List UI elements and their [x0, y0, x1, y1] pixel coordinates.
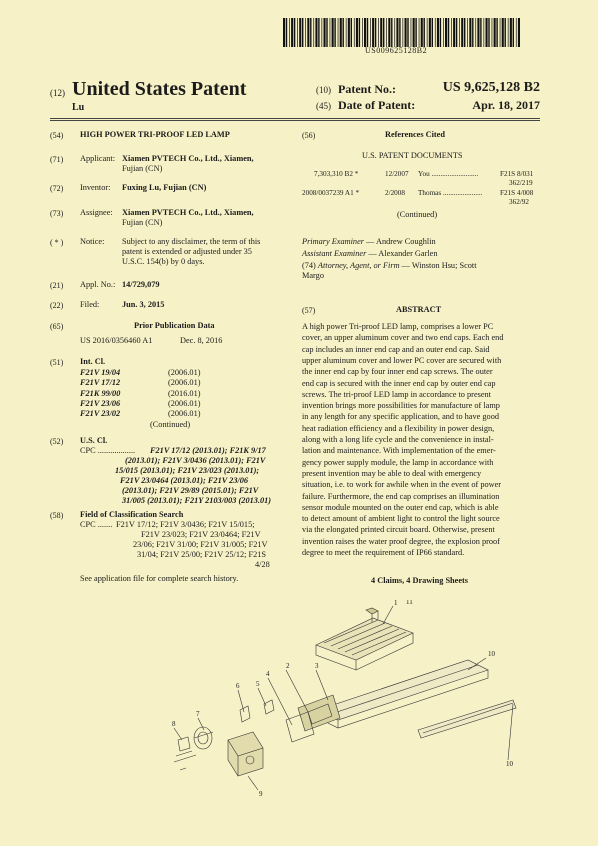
prior-publication-date: Dec. 8, 2016	[180, 336, 223, 345]
notice-label: Notice:	[80, 237, 105, 246]
see-application-note: See application file for complete search history.	[80, 574, 239, 583]
code-57: (57)	[302, 306, 316, 315]
barcode-bar	[477, 18, 479, 47]
barcode-bar	[378, 18, 379, 47]
abstract-line: upper aluminum cover and lower PC cover are secured with	[302, 355, 502, 365]
field-search-label: Field of Classification Search	[80, 510, 184, 519]
references-continued: (Continued)	[397, 210, 438, 219]
prior-publication-heading: Prior Publication Data	[134, 321, 215, 330]
code-51: (51)	[50, 358, 64, 367]
code-54: (54)	[50, 131, 64, 140]
barcode-bar	[383, 18, 384, 47]
inventor-label: Inventor:	[80, 183, 111, 192]
reference-date: 12/2007	[385, 170, 409, 178]
barcode-bar	[399, 18, 400, 47]
barcode-bar	[291, 18, 293, 47]
barcode-bar	[429, 18, 431, 47]
abstract-line: lation and maintenance. With implementation of the emer-	[302, 446, 496, 456]
code-21: (21)	[50, 281, 64, 290]
assignee-label: Assignee:	[80, 208, 113, 217]
barcode-bar	[445, 18, 447, 47]
barcode-bar	[424, 18, 425, 47]
patent-no-row	[316, 82, 540, 98]
notice-line-3: U.S.C. 154(b) by 0 days.	[122, 257, 205, 266]
int-cl-date: (2006.01)	[168, 378, 201, 388]
invention-title: HIGH POWER TRI-PROOF LED LAMP	[80, 130, 230, 139]
abstract-line: in any length for any specific application, and to have good	[302, 412, 499, 422]
abstract-line: sensor module mounted on the outer end cap, which is able	[302, 502, 499, 512]
reference-class-2: 362/219	[509, 179, 533, 187]
primary-examiner-name: — Andrew Coughlin	[363, 237, 436, 246]
barcode-bar	[451, 18, 452, 47]
barcode-bar	[324, 18, 326, 47]
us-patent-documents-heading: U.S. PATENT DOCUMENTS	[362, 151, 463, 160]
abstract-line: to detect amount of ambient light to control the light source	[302, 514, 500, 524]
barcode-bar	[346, 18, 347, 47]
barcode-bar	[453, 18, 455, 47]
reference-class-2: 362/92	[509, 198, 529, 206]
abstract-line: the inner end cap by four inner end cap screws. The outer	[302, 367, 493, 377]
field-line-3: 23/06; F21V 31/00; F21V 31/005; F21V	[133, 540, 268, 549]
barcode-bar	[310, 18, 311, 47]
barcode-bar	[367, 18, 368, 47]
barcode-bar	[461, 18, 463, 47]
barcode-bar	[343, 18, 344, 47]
header-rule	[50, 118, 540, 119]
abstract-line: invention raises the water proof degree, the explosion proof	[302, 536, 500, 546]
int-cl-date: (2006.01)	[168, 398, 201, 408]
figure-reference-numeral: 9	[259, 790, 263, 798]
code-45: (45)	[316, 101, 331, 111]
barcode-bar	[396, 18, 398, 47]
abstract-line: screws. The tri-proof LED lamp in accordance to present	[302, 389, 491, 399]
barcode-bar	[484, 18, 485, 47]
barcode-bar	[318, 18, 319, 47]
barcode-bar	[289, 18, 290, 47]
assistant-examiner-name: — Alexander Garlen	[366, 249, 438, 258]
int-cl-code: F21V 19/04	[80, 368, 121, 377]
barcode-bar	[283, 18, 285, 47]
barcode-bar	[332, 18, 334, 47]
field-line-1: F21V 17/12; F21V 3/0436; F21V 15/015;	[116, 520, 255, 529]
barcode-bar	[356, 18, 358, 47]
barcode-bar	[375, 18, 376, 47]
barcode-bar	[467, 18, 468, 47]
figure-reference-numeral: 4	[266, 670, 270, 678]
barcode-bar	[508, 18, 509, 47]
barcode-bar	[421, 18, 423, 47]
barcode-bar	[516, 18, 517, 47]
claims-summary: 4 Claims, 4 Drawing Sheets	[371, 576, 469, 585]
barcode-bar	[492, 18, 493, 47]
abstract-line: via the elongated printed circuit board. Otherwise, present	[302, 525, 495, 535]
figure-reference-numeral: 6	[236, 682, 240, 690]
barcode-bar	[407, 18, 408, 47]
barcode-bar	[435, 18, 436, 47]
primary-examiner-label: Primary Examiner	[302, 237, 364, 246]
abstract-line: cover, an upper aluminum cover and two end caps. Each end	[302, 333, 504, 343]
cpc-line-2: (2013.01); F21V 3/0436 (2013.01); F21V	[125, 456, 266, 465]
code-12: (12)	[50, 88, 65, 98]
barcode-bar	[338, 18, 339, 47]
attorney-name-line-2: Margo	[302, 271, 324, 280]
figure-reference-numeral: 7	[196, 710, 200, 718]
int-cl-date: (2006.01)	[168, 368, 201, 377]
reference-date: 2/2008	[385, 189, 405, 197]
cpc-line-5: (2013.01); F21V 29/89 (2015.01); F21V	[122, 486, 259, 495]
filed-label: Filed:	[80, 300, 100, 309]
int-cl-code: F21V 23/02	[80, 409, 121, 419]
barcode-bar	[494, 18, 496, 47]
appl-label: Appl. No.:	[80, 280, 116, 289]
assistant-examiner-label: Assistant Examiner	[302, 249, 367, 258]
code-56: (56)	[302, 131, 316, 140]
barcode-bar	[286, 18, 287, 47]
barcode-number: US009625128B2	[365, 46, 428, 55]
code-71: (71)	[50, 155, 64, 164]
code-72: (72)	[50, 184, 64, 193]
barcode-bar	[330, 18, 331, 47]
figure-reference-numeral: 10	[488, 650, 495, 658]
patent-number: US 9,625,128 B2	[442, 80, 540, 95]
barcode-bar	[297, 18, 298, 47]
code-58: (58)	[50, 511, 64, 520]
barcode-bar	[388, 18, 390, 47]
reference-name: Thomas ......................	[418, 189, 483, 197]
int-cl-code: F21V 23/06	[80, 398, 121, 408]
reference-class: F21S 4/008	[500, 189, 534, 197]
field-line-2: F21V 23/023; F21V 23/0464; F21V	[141, 530, 261, 539]
abstract-line: cap includes an inner end cap and an outer end cap. Said	[302, 344, 490, 354]
barcode-bar	[302, 18, 303, 47]
barcode-bar	[415, 18, 416, 47]
figure-reference-numeral: 2	[286, 662, 290, 670]
abstract-line: failure. Furthermore, the end cap comprises an illumination	[302, 491, 500, 501]
barcode	[283, 18, 520, 47]
code-74: (74)	[302, 261, 316, 270]
barcode-bar	[340, 18, 342, 47]
assignee-line-2: Fujian (CN)	[122, 218, 163, 227]
code-22: (22)	[50, 301, 64, 310]
barcode-bar	[391, 18, 392, 47]
attorney	[302, 261, 477, 271]
reference-number: 7,303,310 B2 *	[314, 170, 359, 178]
barcode-bar	[505, 18, 506, 47]
reference-name: You ..........................	[418, 170, 479, 178]
abstract-line: end cap is secured with the inner end cap by outer end cap	[302, 378, 496, 388]
int-cl-code: F21V 17/12	[80, 378, 121, 388]
barcode-bar	[440, 18, 441, 47]
figure-reference-numeral: 10	[506, 760, 513, 768]
doc-type-title: United States Patent	[72, 78, 247, 100]
barcode-bar	[294, 18, 295, 47]
applicant-line-2: Fujian (CN)	[122, 164, 163, 173]
cpc-line-3: 15/015 (2013.01); F21V 23/023 (2013.01);	[115, 466, 260, 475]
int-cl-date: (2006.01)	[168, 409, 201, 419]
barcode-bar	[500, 18, 501, 47]
notice-line-1: Subject to any disclaimer, the term of this	[122, 237, 261, 246]
barcode-bar	[351, 18, 352, 47]
field-cpc-label: CPC .......	[80, 520, 113, 529]
code-notice: ( * )	[50, 238, 64, 247]
header-rule-2	[50, 120, 540, 121]
barcode-bar	[502, 18, 504, 47]
filed-date: Jun. 3, 2015	[122, 300, 165, 309]
int-cl-date: (2016.01)	[168, 388, 201, 398]
barcode-bar	[419, 18, 420, 47]
reference-number: 2008/0037239 A1 *	[302, 189, 360, 197]
int-cl-code: F21K 99/00	[80, 388, 121, 398]
code-52: (52)	[50, 437, 64, 446]
date-label: Date of Patent:	[338, 98, 416, 112]
barcode-bar	[456, 18, 457, 47]
abstract-line: gency power supply module, the lamp in accordance with	[302, 457, 494, 467]
barcode-bar	[443, 18, 444, 47]
inventor-short: Lu	[72, 102, 85, 113]
barcode-bar	[413, 18, 415, 47]
barcode-bar	[488, 18, 489, 47]
exploded-lamp-drawing	[168, 600, 518, 800]
patent-date: Apr. 18, 2017	[472, 98, 540, 112]
attorney-label: Attorney, Agent, or Firm	[317, 261, 400, 270]
barcode-bar	[448, 18, 449, 47]
field-line-5: 4/28	[255, 560, 270, 569]
code-10: (10)	[316, 85, 331, 95]
barcode-bar	[364, 18, 366, 47]
barcode-bar	[411, 18, 412, 47]
cpc-line-6: 31/005 (2013.01); F21Y 2103/003 (2013.01)	[122, 496, 272, 505]
notice-line-2: patent is extended or adjusted under 35	[122, 247, 252, 256]
abstract-line: invention brings more possibilities for manufacture of lamp	[302, 401, 500, 411]
figure-reference-numeral: 11	[406, 600, 413, 606]
barcode-bar	[464, 18, 465, 47]
barcode-bar	[372, 18, 374, 47]
inventor-name: Fuxing Lu, Fujian (CN)	[122, 183, 207, 192]
barcode-bar	[513, 18, 514, 47]
abstract-line: present invention may be able to deal with emergency	[302, 468, 482, 478]
barcode-bar	[299, 18, 301, 47]
barcode-bar	[510, 18, 512, 47]
figure-reference-numeral: 1	[394, 600, 398, 607]
reference-class: F21S 8/031	[500, 170, 534, 178]
barcode-bar	[432, 18, 433, 47]
barcode-bar	[348, 18, 350, 47]
field-line-4: 31/04; F21V 25/00; F21V 25/12; F21S	[137, 550, 267, 559]
prior-publication-number: US 2016/0356460 A1	[80, 336, 153, 345]
assignee-line-1: Xiamen PVTECH Co., Ltd., Xiamen,	[122, 208, 254, 217]
barcode-bar	[403, 18, 404, 47]
abstract-line: A high power Tri-proof LED lamp, comprises a lower PC	[302, 322, 494, 331]
barcode-bar	[469, 18, 471, 47]
barcode-bar	[313, 18, 314, 47]
applicant-line-1: Xiamen PVTECH Co., Ltd., Xiamen,	[122, 154, 254, 163]
patent-no-label: Patent No.:	[338, 82, 396, 96]
barcode-bar	[472, 18, 473, 47]
abstract-line: degree to meet the requirement of IP66 standard.	[302, 548, 465, 557]
barcode-bar	[405, 18, 407, 47]
header-right	[316, 82, 540, 114]
barcode-bar	[359, 18, 360, 47]
attorney-name: — Winston Hsu; Scott	[399, 261, 477, 270]
barcode-bar	[518, 18, 520, 47]
barcode-bar	[370, 18, 371, 47]
barcode-bar	[427, 18, 428, 47]
barcode-bar	[394, 18, 395, 47]
barcode-bar	[380, 18, 382, 47]
code-73: (73)	[50, 209, 64, 218]
barcode-bar	[305, 18, 306, 47]
int-cl-label: Int. Cl.	[80, 357, 106, 366]
date-row	[316, 98, 540, 114]
barcode-bar	[496, 18, 497, 47]
barcode-bar	[386, 18, 387, 47]
barcode-bar	[459, 18, 460, 47]
barcode-bar	[307, 18, 309, 47]
assistant-examiner	[302, 249, 438, 259]
code-65: (65)	[50, 322, 64, 331]
barcode-bar	[475, 18, 476, 47]
cpc-line-1: F21V 17/12 (2013.01); F21K 9/17	[150, 446, 266, 455]
figure-reference-numeral: 8	[172, 720, 176, 728]
barcode-bar	[322, 18, 323, 47]
figure-reference-numeral: 5	[256, 680, 260, 688]
int-cl-continued: (Continued)	[150, 420, 191, 429]
us-cl-label: U.S. Cl.	[80, 436, 108, 445]
cpc-line-4: F21V 23/0464 (2013.01); F21V 23/06	[120, 476, 249, 485]
appl-number: 14/729,079	[122, 280, 160, 289]
barcode-bar	[354, 18, 355, 47]
abstract-heading: ABSTRACT	[396, 305, 442, 314]
cpc-label: CPC ..................	[80, 446, 136, 455]
barcode-bar	[334, 18, 335, 47]
barcode-bar	[326, 18, 327, 47]
abstract-line: situation, i.e. to work for awhile when in the event of power	[302, 480, 502, 490]
primary-examiner	[302, 237, 436, 247]
figure-reference-numeral: 3	[315, 662, 319, 670]
barcode-bar	[437, 18, 439, 47]
applicant-label: Applicant:	[80, 154, 116, 163]
barcode-bar	[480, 18, 481, 47]
abstract-line: heat radiation efficiency and a flexibility in power design,	[302, 423, 495, 433]
abstract-line: along with a long life cycle and the convenience in instal-	[302, 435, 494, 444]
barcode-bar	[315, 18, 317, 47]
barcode-bar	[362, 18, 363, 47]
barcode-bar	[486, 18, 488, 47]
references-heading: References Cited	[385, 130, 445, 139]
